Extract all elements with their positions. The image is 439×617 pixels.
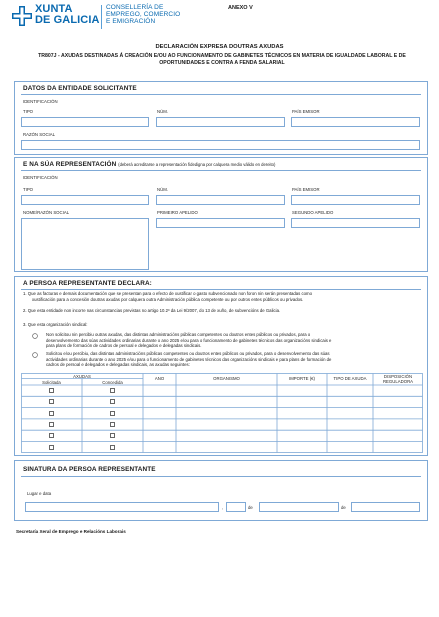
name-label: NOME/RAZÓN SOCIAL — [23, 210, 70, 215]
surname1-label: PRIMEIRO APELIDO — [157, 210, 198, 215]
declaration-item-3: 3. Que esta organización sindical: — [23, 322, 88, 327]
company-name-label: RAZÓN SOCIAL — [23, 132, 55, 137]
department-line-3: E EMIGRACIÓN — [106, 18, 156, 25]
option-aid-received — [46, 351, 422, 368]
year-field[interactable] — [351, 502, 420, 512]
representative-title: E NA SÚA REPRESENTACIÓN — [23, 161, 117, 168]
requested-checkbox[interactable] — [49, 433, 54, 438]
identification-label: IDENTIFICACIÓN — [23, 99, 58, 104]
amount-header: IMPORTE (€) — [289, 376, 315, 381]
declaration-section-title: A PERSOA REPRESENTANTE DECLARA: — [23, 280, 152, 287]
section-rule — [21, 94, 421, 95]
type-label: TIPO — [23, 109, 34, 114]
representative-surname1-field[interactable] — [156, 218, 285, 228]
option-no-aid-line3: para plans de formación de cadros de persoal e delegados e delegadas sindicais. — [46, 343, 202, 349]
applicant-section-title: DATOS DA ENTIDADE SOLICITANTE — [23, 85, 137, 92]
country-label: PAÍS EMISOR — [292, 109, 320, 114]
representative-section — [14, 157, 428, 272]
option-no-aid — [46, 332, 422, 349]
logo-text — [35, 4, 100, 26]
xunta-logo — [12, 4, 104, 30]
year-header: ANO — [154, 376, 165, 381]
section-rule — [21, 289, 421, 290]
declaration-item-1-line2: xustificación para a concesión doutras axudas por calquera outra Administración pública competente ou por outros entes públicos ou privados. — [32, 296, 304, 302]
requested-checkbox[interactable] — [49, 445, 54, 450]
department-line-2: EMPREGO, COMERCIO — [106, 11, 181, 18]
declaration-item-1-line1: 1. Que as facturas e demais documentación que se presentan para o efecto de xustificar o gasto subvencionado non foron nin serán presentadas como — [23, 291, 313, 296]
place-date-label: Lugar e data — [27, 491, 52, 496]
applicant-type-field[interactable] — [21, 117, 149, 127]
representative-section-title — [23, 161, 275, 168]
aid-type-header: TIPO DE AXUDA — [333, 376, 367, 381]
applicant-number-field[interactable] — [156, 117, 285, 127]
radio-icon[interactable] — [32, 352, 38, 358]
organism-header: ORGANISMO — [213, 376, 240, 381]
document-subtitle: TR807J - AXUDAS DESTINADAS Á CREACIÓN E/OU AO FUNCIONAMENTO DE GABINETES TÉCNICOS EN MATERIA DE IGUALDADE LABORAL E DE OPORTUNIDADES E CONTRA A FENDA SALARIAL — [38, 53, 406, 66]
representative-number-field[interactable] — [156, 195, 285, 205]
provision-header-line1: DISPOSICIÓN — [383, 373, 413, 379]
logo-divider — [101, 5, 102, 29]
section-rule — [21, 476, 421, 477]
granted-checkbox[interactable] — [110, 411, 115, 416]
requested-checkbox[interactable] — [49, 411, 54, 416]
applicant-country-field[interactable] — [291, 117, 420, 127]
aid-table-grid — [21, 373, 423, 453]
department-line-1: CONSELLERÍA DE — [106, 4, 164, 11]
identification-label: IDENTIFICACIÓN — [23, 175, 58, 180]
declaration-item-2: 2. Que esta entidade non incorre nas circunstancias previstas no artigo 10.2º da Lei 9/2007, do 13 de xuño, de subvencións de Galicia. — [23, 308, 281, 313]
representative-surname2-field[interactable] — [291, 218, 420, 228]
granted-checkbox[interactable] — [110, 445, 115, 450]
option-no-aid-line2: desenvolvemento das súas actividades ordinarias durante o ano 2025 e/ou para o funcionamento de gabinetes técnicos das organizacións sindicais e — [46, 337, 332, 343]
option-aid-line2: actividades ordinarias durante o ano 2025 e/ou para o funcionamento de gabinetes técnicos das organizacións sindicais e para plans de formación de — [46, 356, 332, 362]
representative-type-field[interactable] — [21, 195, 149, 205]
representative-name-field[interactable] — [21, 218, 149, 270]
requested-checkbox[interactable] — [49, 422, 54, 427]
logo-line-1: XUNTA — [35, 3, 73, 15]
xunta-emblem-icon — [12, 6, 32, 26]
of-label-1: de — [248, 505, 253, 510]
document-title: DECLARACIÓN EXPRESA DOUTRAS AXUDAS — [155, 44, 284, 50]
radio-icon[interactable] — [32, 333, 38, 339]
applicant-section — [14, 81, 428, 155]
aid-group-header: AXUDAS — [73, 373, 91, 379]
representation-note: (deberá acreditarse a representación fidedigna por calquera medio válido en dereito) — [118, 162, 276, 167]
granted-checkbox[interactable] — [110, 433, 115, 438]
declaration-section — [14, 276, 428, 456]
option-no-aid-line1: Non solicitou nin percibiu outras axudas, das distintas administracións públicas competentes ou doutros entes públicos ou privados, para o — [46, 332, 311, 337]
requested-header: Solicitada — [42, 379, 61, 385]
day-field[interactable] — [226, 502, 246, 512]
granted-header: Concedida — [102, 379, 123, 385]
provision-header-line2: REGULADORA — [382, 378, 414, 384]
type-label: TIPO — [23, 187, 34, 192]
aid-table — [21, 373, 423, 453]
section-rule — [21, 170, 421, 171]
annex-label: ANEXO V — [228, 5, 253, 11]
declaration-item-1 — [23, 291, 423, 302]
granted-checkbox[interactable] — [110, 422, 115, 427]
comma-label: , — [222, 505, 224, 510]
granted-checkbox[interactable] — [110, 399, 115, 404]
granted-checkbox[interactable] — [110, 388, 115, 393]
footer-text: Secretaría Xeral de Emprego e Relacións Laborais — [16, 529, 126, 534]
number-label: NÚM. — [157, 109, 168, 114]
place-field[interactable] — [25, 502, 219, 512]
option-aid-line1: Solicitou e/ou percibiu, das distintas administracións públicas competentes ou doutros entes públicos ou privados, para o desenvolvemento das súas — [46, 351, 330, 356]
requested-checkbox[interactable] — [49, 388, 54, 393]
month-field[interactable] — [259, 502, 339, 512]
requested-checkbox[interactable] — [49, 399, 54, 404]
company-name-field[interactable] — [21, 140, 420, 150]
representative-country-field[interactable] — [291, 195, 420, 205]
of-label-2: de — [341, 505, 346, 510]
option-aid-line3: cadros de persoal e delegados e delegadas sindicais, as axudas seguintes: — [46, 362, 190, 368]
logo-line-2: DE GALICIA — [35, 14, 100, 26]
signature-section-title: SINATURA DA PERSOA REPRESENTANTE — [23, 466, 156, 473]
department-name — [106, 4, 180, 25]
surname2-label: SEGUNDO APELIDO — [292, 210, 334, 215]
number-label: NÚM. — [157, 187, 168, 192]
country-label: PAÍS EMISOR — [292, 187, 320, 192]
provision-header — [373, 374, 423, 384]
signature-section — [14, 460, 428, 521]
